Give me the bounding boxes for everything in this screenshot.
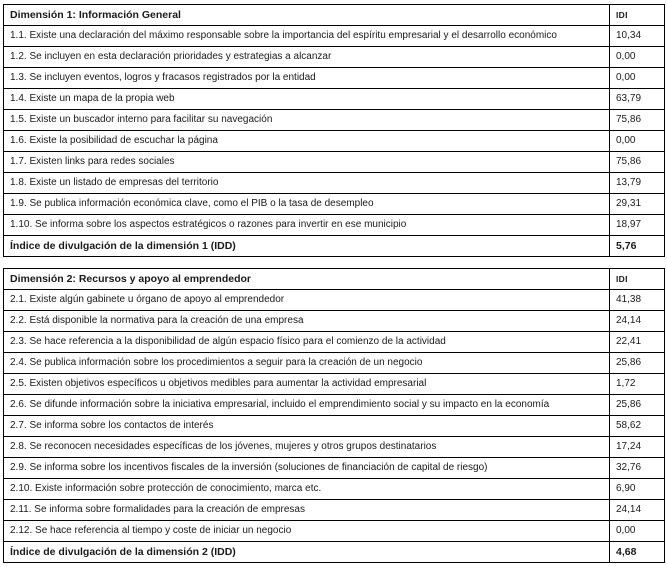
table-row [4, 332, 665, 353]
table-row [4, 311, 665, 332]
table-header-row [4, 269, 665, 290]
table-title: Dimensión 2: Recursos y apoyo al emprendedor [4, 269, 610, 290]
row-value: 58,62 [610, 416, 665, 437]
idi-column-header: IDI [610, 269, 665, 290]
row-label: 2.2. Está disponible la normativa para la creación de una empresa [4, 311, 610, 332]
table-row [4, 131, 665, 152]
row-label: 2.11. Se informa sobre formalidades para la creación de empresas [4, 500, 610, 521]
row-label: 2.12. Se hace referencia al tiempo y coste de iniciar un negocio [4, 521, 610, 542]
index-value: 5,76 [610, 236, 665, 257]
table-title: Dimensión 1: Información General [4, 5, 610, 26]
row-label: 2.4. Se publica información sobre los procedimientos a seguir para la creación de un negocio [4, 353, 610, 374]
table-row [4, 353, 665, 374]
row-label: 1.4. Existe un mapa de la propia web [4, 89, 610, 110]
table-row [4, 26, 665, 47]
row-value: 0,00 [610, 68, 665, 89]
table-row [4, 68, 665, 89]
table-row [4, 215, 665, 236]
table-row [4, 416, 665, 437]
table-row [4, 395, 665, 416]
row-label: 1.3. Se incluyen eventos, logros y fracasos registrados por la entidad [4, 68, 610, 89]
table-row [4, 437, 665, 458]
index-label: Índice de divulgación de la dimensión 2 (IDD) [4, 542, 610, 563]
index-row [4, 236, 665, 257]
row-label: 2.8. Se reconocen necesidades específicas de los jóvenes, mujeres y otros grupos destinatarios [4, 437, 610, 458]
row-value: 1,72 [610, 374, 665, 395]
row-label: 1.1. Existe una declaración del máximo responsable sobre la importancia del espíritu empresarial y el desarrollo económico [4, 26, 610, 47]
index-value: 4,68 [610, 542, 665, 563]
row-label: 1.6. Existe la posibilidad de escuchar la página [4, 131, 610, 152]
row-value: 0,00 [610, 47, 665, 68]
table-header-row [4, 5, 665, 26]
row-value: 24,14 [610, 500, 665, 521]
row-value: 10,34 [610, 26, 665, 47]
table-row [4, 290, 665, 311]
table-row [4, 458, 665, 479]
table-row [4, 173, 665, 194]
row-value: 41,38 [610, 290, 665, 311]
row-value: 75,86 [610, 152, 665, 173]
row-label: 2.7. Se informa sobre los contactos de interés [4, 416, 610, 437]
row-value: 32,76 [610, 458, 665, 479]
row-value: 0,00 [610, 131, 665, 152]
table-row [4, 374, 665, 395]
dimension-2-table [3, 268, 665, 563]
row-label: 1.9. Se publica información económica clave, como el PIB o la tasa de desempleo [4, 194, 610, 215]
row-value: 0,00 [610, 521, 665, 542]
row-label: 1.10. Se informa sobre los aspectos estratégicos o razones para invertir en ese municipio [4, 215, 610, 236]
row-label: 2.9. Se informa sobre los incentivos fiscales de la inversión (soluciones de financiación de capital de riesgo) [4, 458, 610, 479]
table-row [4, 194, 665, 215]
table-row [4, 152, 665, 173]
row-value: 13,79 [610, 173, 665, 194]
row-value: 24,14 [610, 311, 665, 332]
row-value: 63,79 [610, 89, 665, 110]
row-value: 25,86 [610, 395, 665, 416]
row-value: 29,31 [610, 194, 665, 215]
row-value: 18,97 [610, 215, 665, 236]
table-row [4, 89, 665, 110]
table-row [4, 479, 665, 500]
row-label: 1.2. Se incluyen en esta declaración prioridades y estrategias a alcanzar [4, 47, 610, 68]
row-label: 2.3. Se hace referencia a la disponibilidad de algún espacio físico para el comienzo de la actividad [4, 332, 610, 353]
row-label: 2.6. Se difunde información sobre la iniciativa empresarial, incluido el emprendimiento social y su impacto en la economía [4, 395, 610, 416]
row-label: 2.5. Existen objetivos específicos u objetivos medibles para aumentar la actividad empresarial [4, 374, 610, 395]
row-label: 1.7. Existen links para redes sociales [4, 152, 610, 173]
idi-column-header: IDI [610, 5, 665, 26]
table-row [4, 521, 665, 542]
row-label: 1.8. Existe un listado de empresas del territorio [4, 173, 610, 194]
row-value: 6,90 [610, 479, 665, 500]
row-label: 1.5. Existe un buscador interno para facilitar su navegación [4, 110, 610, 131]
table-row [4, 500, 665, 521]
dimension-1-table [3, 4, 665, 257]
row-label: 2.1. Existe algún gabinete u órgano de apoyo al emprendedor [4, 290, 610, 311]
table-row [4, 47, 665, 68]
row-value: 22,41 [610, 332, 665, 353]
row-value: 25,86 [610, 353, 665, 374]
index-row [4, 542, 665, 563]
row-value: 17,24 [610, 437, 665, 458]
index-label: Índice de divulgación de la dimensión 1 (IDD) [4, 236, 610, 257]
row-value: 75,86 [610, 110, 665, 131]
table-row [4, 110, 665, 131]
row-label: 2.10. Existe información sobre protección de conocimiento, marca etc. [4, 479, 610, 500]
